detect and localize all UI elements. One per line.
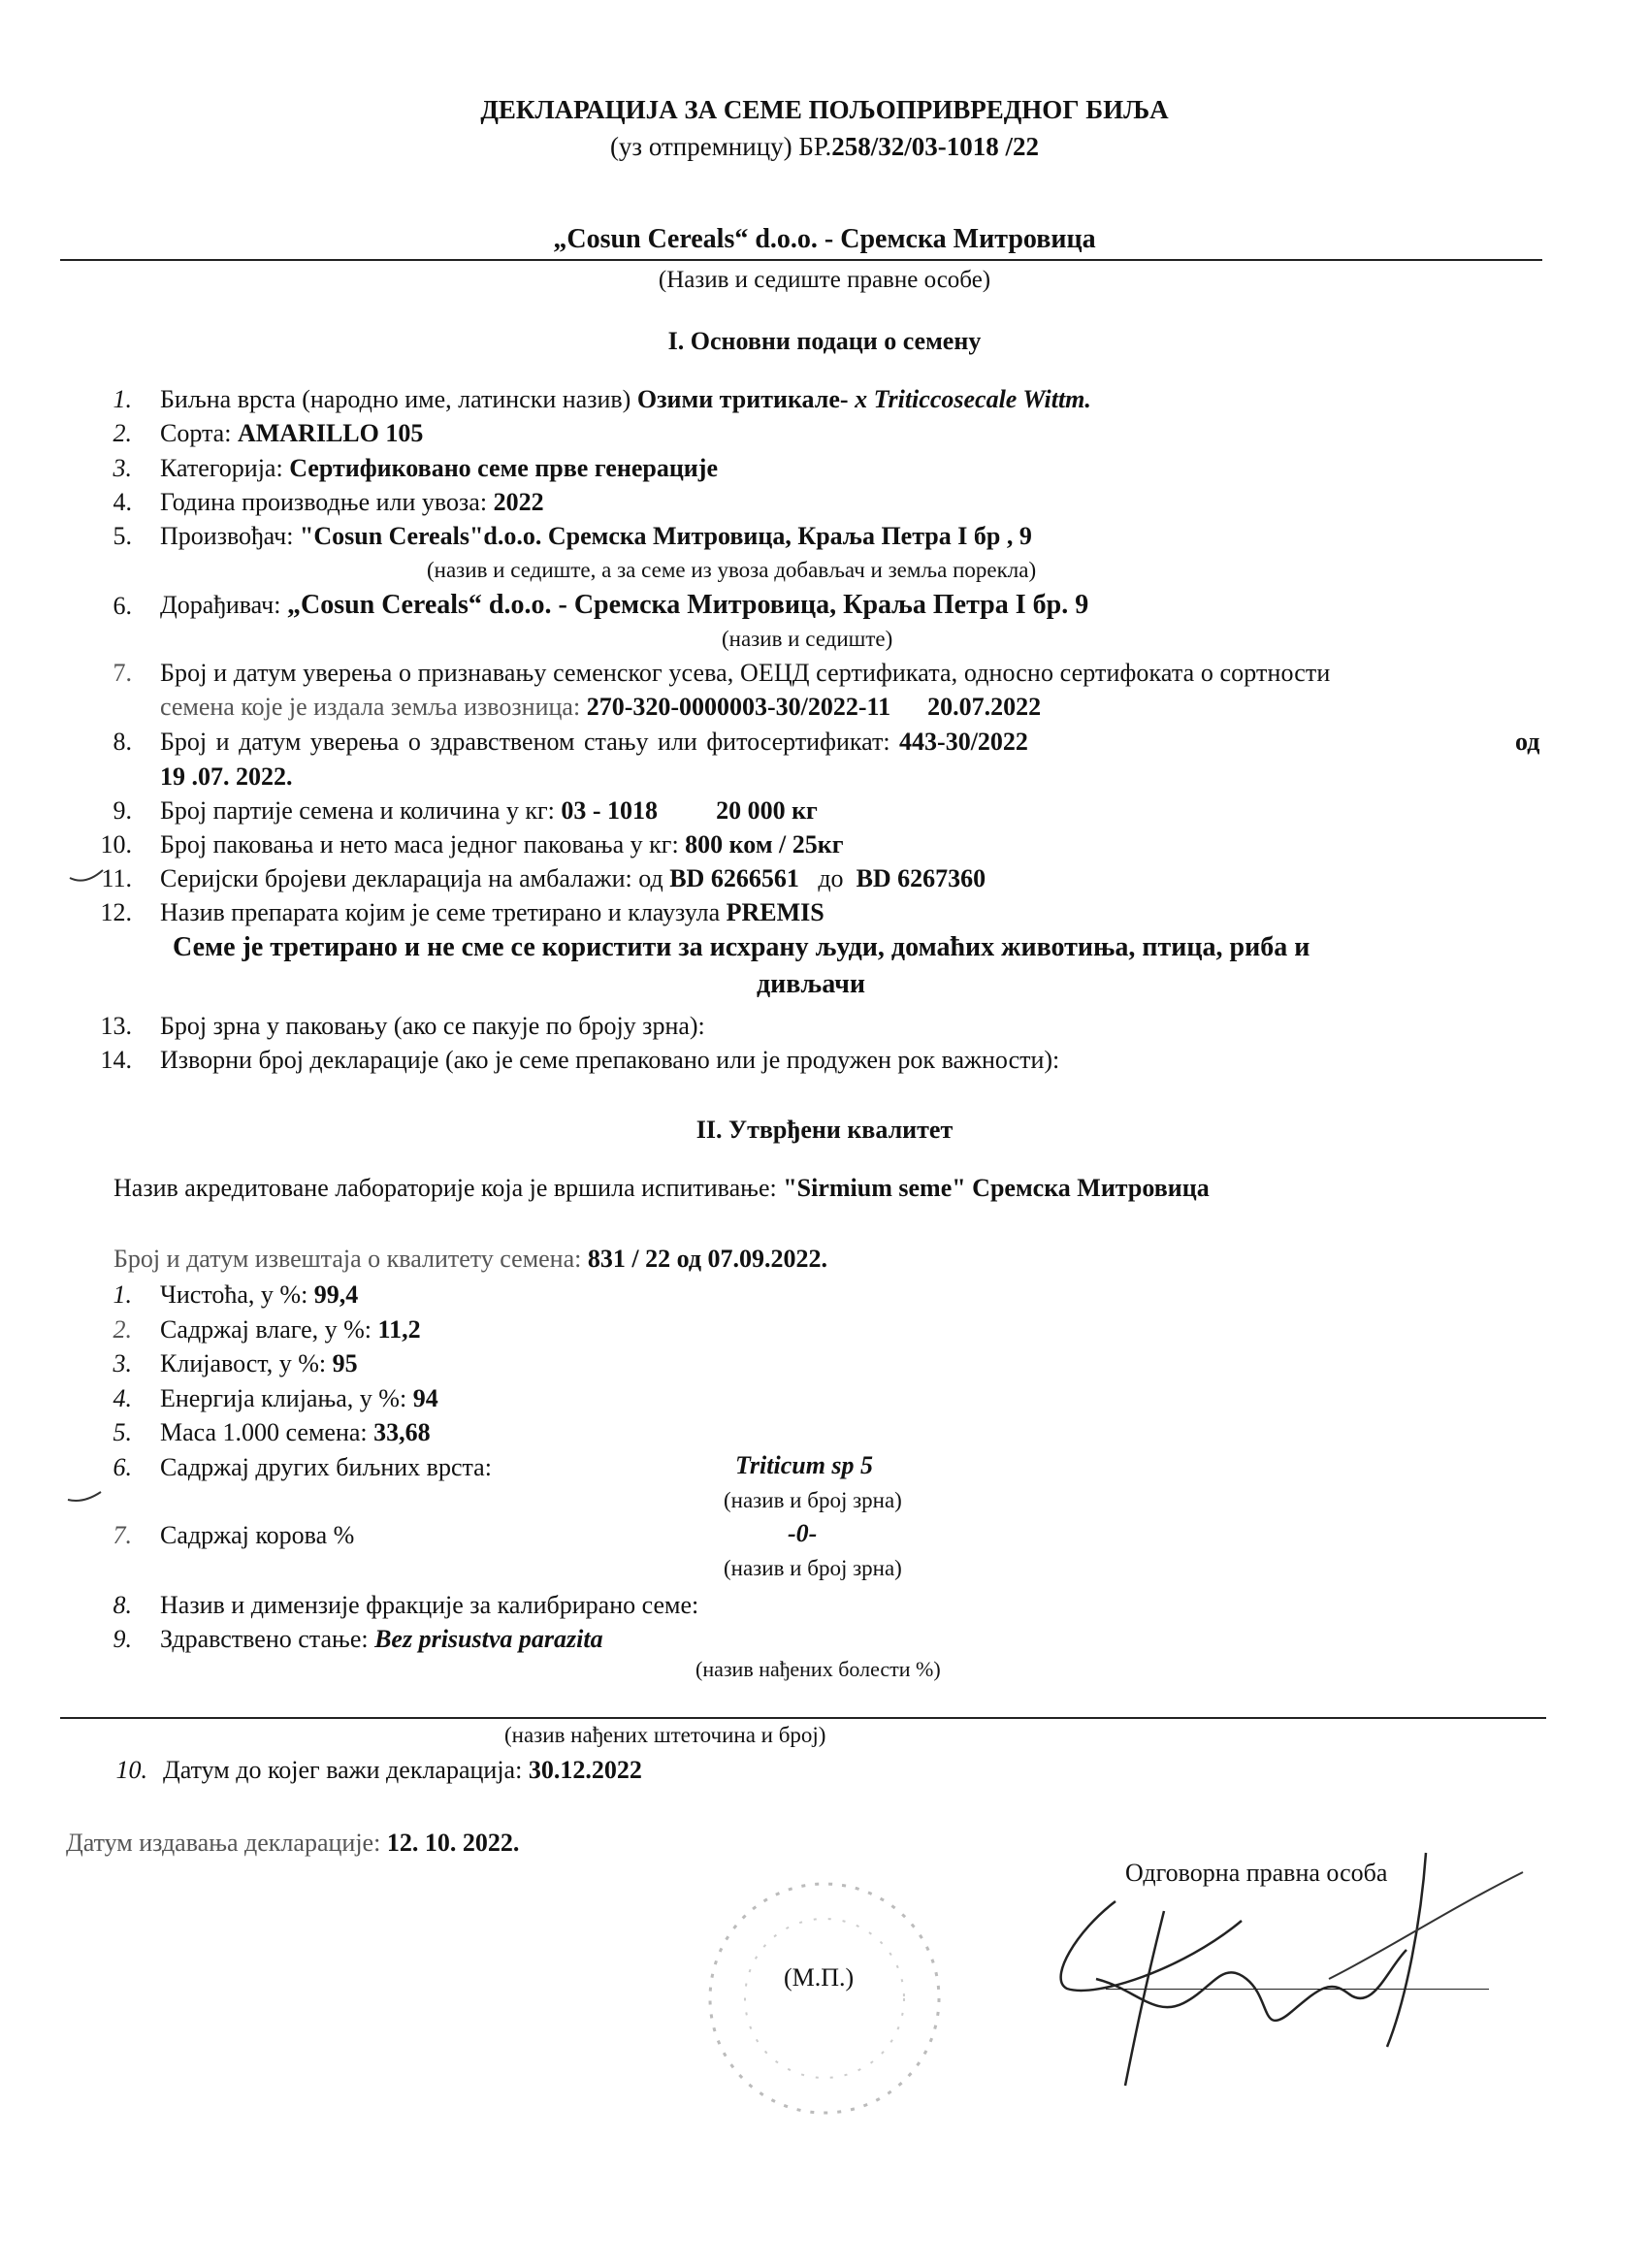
item-label: Број и датум уверења о здравственом стању или фитосертификат: <box>160 728 900 756</box>
species-common-name: Озими тритикале- <box>636 385 856 413</box>
item-number: 3. <box>113 1349 132 1377</box>
processor-caption: (назив и седиште) <box>722 627 893 651</box>
item-number: 6. <box>113 592 132 620</box>
section2-heading: II. Утврђени квалитет <box>695 1116 954 1144</box>
item-original-number: Изворни број декларације (ако је семе препаковано или је продужен рок важности): <box>160 1046 1060 1074</box>
item-number: 7. <box>113 1521 132 1549</box>
item-number: 4. <box>113 1384 132 1412</box>
item-packages <box>160 832 844 858</box>
quality-weeds: Садржај корова % <box>160 1521 355 1549</box>
purity-value: 99,4 <box>313 1280 359 1309</box>
weeds-caption: (назив и број зрна) <box>724 1556 902 1580</box>
item-label: Број паковања и нето маса једног паковања у кг: <box>160 830 686 859</box>
certificate-date: 20.07.2022 <box>927 693 1042 721</box>
item-number: 10. <box>115 1756 147 1784</box>
item-label: семена које је издала земља извозница: <box>160 693 587 721</box>
item-category <box>160 456 718 481</box>
thousand-seed-mass-value: 33,68 <box>373 1418 431 1446</box>
company-name: „Cosun Cereals“ d.o.o. - Сремска Митровица <box>553 224 1096 254</box>
item-label: Назив препарата којим је семе третирано и клаузула <box>160 898 727 926</box>
category-value: Сертификовано семе прве генерације <box>289 454 718 482</box>
item-label: Маса 1.000 семена: <box>160 1418 374 1446</box>
item-variety <box>160 421 423 446</box>
item-label: Серијски бројеви декларација на амбалажи: од <box>160 864 670 892</box>
item-number: 8. <box>113 728 132 756</box>
pest-underline <box>60 1717 1546 1719</box>
item-number: 5. <box>113 522 132 550</box>
item-label: Биљна врста (народно име, латински назив) <box>160 385 637 413</box>
issue-date-label: Датум издавања декларације: <box>66 1829 387 1857</box>
issue-date-value: 12. 10. 2022. <box>386 1829 520 1857</box>
issue-date-line <box>66 1831 519 1856</box>
quality-health <box>160 1627 603 1652</box>
item-number: 13. <box>100 1012 132 1040</box>
item-number: 8. <box>113 1591 132 1619</box>
item-label: Број партије семена и количина у кг: <box>160 796 562 825</box>
quality-other-species: Садржај других биљних врста: <box>160 1453 492 1481</box>
item-number: 9. <box>113 1625 132 1653</box>
treatment-warning: Семе је третирано и не сме се користити за исхрану људи, домаћих животиња, птица, риба и <box>173 932 1310 962</box>
treatment-value: PREMIS <box>726 898 824 926</box>
item-number: 6. <box>113 1453 132 1481</box>
processor-value: „Cosun Cereals“ d.o.o. - Сремска Митровица, Краља Петра I бр. 9 <box>286 590 1089 620</box>
item-year <box>160 490 544 515</box>
health-value: Bez prisustva parazita <box>374 1625 603 1653</box>
item-label: Здравствено стање: <box>160 1625 375 1653</box>
item-label: Садржај влаге, у %: <box>160 1315 378 1344</box>
item-number: 5. <box>113 1418 132 1446</box>
valid-until-line <box>163 1758 642 1783</box>
quality-thousand-seed-mass <box>160 1420 431 1445</box>
signature <box>1038 1833 1542 2115</box>
item-number: 11. <box>101 864 132 892</box>
item-label: Чистоћа, у %: <box>160 1280 314 1309</box>
item-number: 1. <box>113 1280 132 1309</box>
report-label: Број и датум извештаја о квалитету семена: <box>113 1245 588 1273</box>
lot-quantity: 20 000 кг <box>716 796 818 825</box>
item-label: Година производње или увоза: <box>160 488 494 516</box>
year-value: 2022 <box>493 488 544 516</box>
stamp-label: (М.П.) <box>784 1963 855 1992</box>
report-line <box>113 1247 827 1272</box>
item-lot <box>160 798 818 824</box>
item-number: 14. <box>100 1046 132 1074</box>
lab-line <box>113 1176 1210 1201</box>
item-number: 3. <box>113 454 132 482</box>
item-label: Сорта: <box>160 419 238 447</box>
variety-value: AMARILLO 105 <box>237 419 424 447</box>
valid-until-value: 30.12.2022 <box>528 1756 642 1784</box>
item-species <box>160 387 1091 412</box>
responsible-person-label: Одговорна правна особа <box>1125 1859 1388 1887</box>
producer-caption: (назив и седиште, а за семе из увоза добављач и земља порекла) <box>427 558 1037 582</box>
packages-value: 800 ком / 25кг <box>685 830 844 859</box>
serial-from: BD 6266561 <box>669 864 799 892</box>
quality-germination-energy <box>160 1386 438 1411</box>
report-value: 831 / 22 од 07.09.2022. <box>587 1245 827 1273</box>
germination-energy-value: 94 <box>412 1384 438 1412</box>
item-certificate: Број и датум уверења о признавању семенског усева, ОЕЦД сертификата, односно сертифоката о сортности <box>160 659 1331 687</box>
health-certificate-date: 19 .07. 2022. <box>160 762 293 791</box>
moisture-value: 11,2 <box>377 1315 421 1344</box>
item-grain-count: Број зрна у паковању (ако се пакује по броју зрна): <box>160 1012 705 1040</box>
item-producer <box>160 524 1032 549</box>
species-latin-name: x Triticcosecale Wittm. <box>855 385 1091 413</box>
item-number: 1. <box>113 385 132 413</box>
lot-number: 03 - 1018 <box>561 796 659 825</box>
check-mark-icon <box>66 1484 105 1507</box>
item-health-certificate <box>160 729 1028 755</box>
item-label: Енергија клијања, у %: <box>160 1384 413 1412</box>
document-title: ДЕКЛАРАЦИЈА ЗА СЕМЕ ПОЉОПРИВРЕДНОГ БИЉА <box>480 95 1169 124</box>
other-species-caption: (назив и број зрна) <box>724 1488 902 1512</box>
other-species-value: Triticum sp 5 <box>735 1451 874 1479</box>
item-label: Дорађивач: <box>160 591 287 619</box>
quality-purity <box>160 1282 358 1308</box>
stamp-seal <box>698 1872 951 2124</box>
quality-germination <box>160 1351 358 1377</box>
item-treatment <box>160 900 824 925</box>
health-certificate-number: 443-30/2022 <box>899 728 1028 756</box>
document-subtitle <box>0 134 1649 160</box>
item-processor <box>160 592 1088 619</box>
item-number: 7. <box>113 659 132 687</box>
lab-value: "Sirmium seme" Сремска Митровица <box>783 1174 1210 1202</box>
subtitle-prefix: (уз отпремницу) БР. <box>609 132 832 161</box>
serial-to: BD 6267360 <box>856 864 986 892</box>
company-underline <box>60 259 1542 261</box>
health-caption: (назив нађених болести %) <box>695 1657 941 1681</box>
item-number: 12. <box>100 898 132 926</box>
pest-caption: (назив нађених штеточина и број) <box>504 1723 826 1747</box>
germination-value: 95 <box>332 1349 358 1377</box>
valid-until-label: Датум до којег важи декларација: <box>163 1756 529 1784</box>
item-number: 2. <box>113 419 132 447</box>
item-label: Произвођач: <box>160 522 300 550</box>
item-number: 2. <box>113 1315 132 1344</box>
item-label-od: од <box>1515 728 1540 756</box>
treatment-warning-line2: дивљачи <box>757 969 866 999</box>
quality-moisture <box>160 1317 421 1343</box>
item-number: 4. <box>113 488 132 516</box>
item-serials <box>160 866 986 891</box>
company-caption: (Назив и седиште правне особе) <box>658 267 991 293</box>
item-number: 9. <box>113 796 132 825</box>
item-label: Клијавост, у %: <box>160 1349 333 1377</box>
item-label: до <box>798 864 857 892</box>
item-number: 10. <box>100 830 132 859</box>
lab-label: Назив акредитоване лабораторије која је вршила испитивање: <box>113 1174 784 1202</box>
declaration-number: 258/32/03-1018 /22 <box>831 132 1040 161</box>
weeds-value: -0- <box>788 1519 818 1547</box>
item-certificate-line2 <box>160 695 1041 720</box>
certificate-number: 270-320-0000003-30/2022-11 <box>586 693 891 721</box>
section1-heading: I. Основни подаци о семену <box>667 327 982 355</box>
item-label: Категорија: <box>160 454 290 482</box>
producer-value: "Cosun Cereals"d.o.o. Сремска Митровица, Краља Петра I бр , 9 <box>299 522 1032 550</box>
quality-fraction: Назив и димензије фракције за калибрирано семе: <box>160 1591 699 1619</box>
